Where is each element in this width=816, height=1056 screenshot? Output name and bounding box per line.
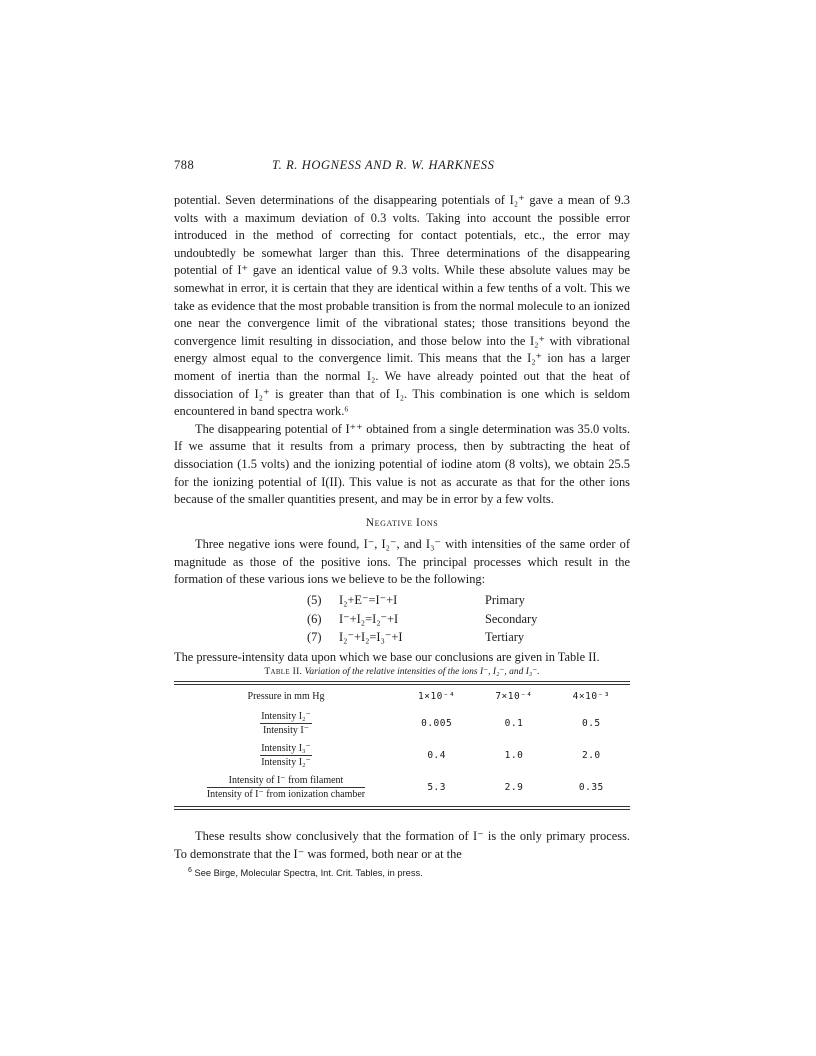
table-caption-number: Table II. [264,667,303,678]
reaction-type: Secondary [485,611,538,626]
table-cell: 0.4 [427,749,446,761]
reaction-type: Tertiary [485,630,525,645]
body-text [174,192,630,666]
ratio-numerator: Intensity I₂⁻ [261,710,311,722]
paragraph-ion-potentials: potential. Seven determinations of the disappearing potentials of I₂⁺ gave a mean of 9.3 volts with a maximum deviation of 0.3 volts. Taking into account the possible error introduced in the method of correcting for contact potentials, etc., the error may undoubtedly be somewhat larger than this. Three determinations of the disappearing potential of I⁺ gave an identical value of 9.3 volts. While these absolute values may be somewhat in error, it is certain that they are identical within a few tenths of a volt. This we take as evidence that the most probable transition is from the normal molecule to an ionized one near the convergence limit of the vibrational states; those transitions beyond the convergence limit resulting in dissociation, and those below into the I₂⁺ with vibrational energy almost equal to the convergence limit. This means that the I₂⁺ ion has a larger moment of inertia than the normal I₂. We have already pointed out that the heat of dissociation of I₂⁺ is greater than that of I₂. This combination is one which is seldom encountered in band spectra work.⁶ [174,193,630,419]
table-row [174,771,630,803]
pressure-header: 1×10⁻⁴ [418,690,456,702]
reaction-number: (6) [307,611,322,626]
table-cell: 2.0 [581,749,601,761]
reaction-number: (7) [307,630,322,645]
paragraph-negative-ions: Three negative ions were found, I⁻, I₂⁻, and I₃⁻ with intensities of the same order of magnitude as those of the positive ions. The principal processes which result in the formation of these various ions we believe to be the following: [174,537,630,587]
running-header [174,158,630,174]
ratio-numerator: Intensity I₃⁻ [261,742,311,754]
intensity-table [174,685,630,803]
paragraph-double-ion: The disappearing potential of I⁺⁺ obtained from a single determination was 35.0 volts. If we assume that it results from a primary process, then by subtracting the heat of dissociation (1.5 volts) and the ionizing potential of iodine atom (8 volts), we obtain 25.5 for the ionizing potential of I(II). This value is not as accurate as that for the other ions because of the smaller quantities present, and may be in error by a few volts. [174,421,630,507]
ratio-denominator: Intensity of I⁻ from ionization chamber [206,788,366,800]
reaction-equation: I₂+E⁻=I⁻+I [339,593,398,608]
page-number: 788 [174,158,195,172]
reaction-row [174,591,630,610]
table-header-label: Pressure in mm Hg [247,690,325,702]
table-cell: 0.35 [578,781,604,793]
paragraph-table-intro: The pressure-intensity data upon which we base our conclusions are given in Table II. [174,649,600,664]
ratio-denominator: Intensity I₂⁻ [261,756,311,768]
table-caption [174,666,630,677]
ratio-label [174,707,398,739]
ratio-label [174,739,398,771]
table-header-row [174,685,630,707]
running-head-authors: T. R. HOGNESS AND R. W. HARKNESS [272,158,495,172]
footnote-marker: 6 [188,867,192,875]
pressure-header: 7×10⁻⁴ [495,690,533,702]
table-cell: 2.9 [504,781,524,793]
table-cell: 0.5 [581,717,601,729]
table-caption-text: Variation of the relative intensities of the ions I⁻, I₂⁻, and I₃⁻. [304,667,540,678]
reaction-row [174,628,630,647]
reaction-number: (5) [307,593,322,608]
reaction-list [174,591,630,647]
table-bottom-rule [174,809,630,810]
ratio-denominator: Intensity I⁻ [262,724,310,736]
table-bottom-rule [174,806,630,807]
table-row [174,707,630,739]
reaction-type: Primary [485,593,525,608]
reaction-row [174,610,630,629]
table-top-rule [174,681,630,682]
section-title-negative-ions: Negative Ions [365,516,439,529]
reaction-equation: I₂⁻+I₂=I₃⁻+I [339,630,403,645]
table-cell: 1.0 [504,749,524,761]
table-cell: 0.005 [421,717,453,729]
reaction-equation: I⁻+I₂=I₂⁻+I [339,611,399,626]
footnote [188,867,630,878]
footnote-text: See Birge, Molecular Spectra, Int. Crit. Tables, in press. [194,868,423,879]
table-cell: 0.1 [504,717,524,729]
table-row [174,739,630,771]
pressure-header: 4×10⁻³ [572,690,610,702]
table-cell: 5.3 [427,781,446,793]
ratio-label [174,771,398,803]
paragraph-conclusion: These results show conclusively that the formation of I⁻ is the only primary process. To demonstrate that the I⁻ was formed, both near or at the [174,829,630,861]
page-content [174,158,630,878]
ratio-numerator: Intensity of I⁻ from filament [207,774,365,788]
body-text-continued [174,828,630,863]
